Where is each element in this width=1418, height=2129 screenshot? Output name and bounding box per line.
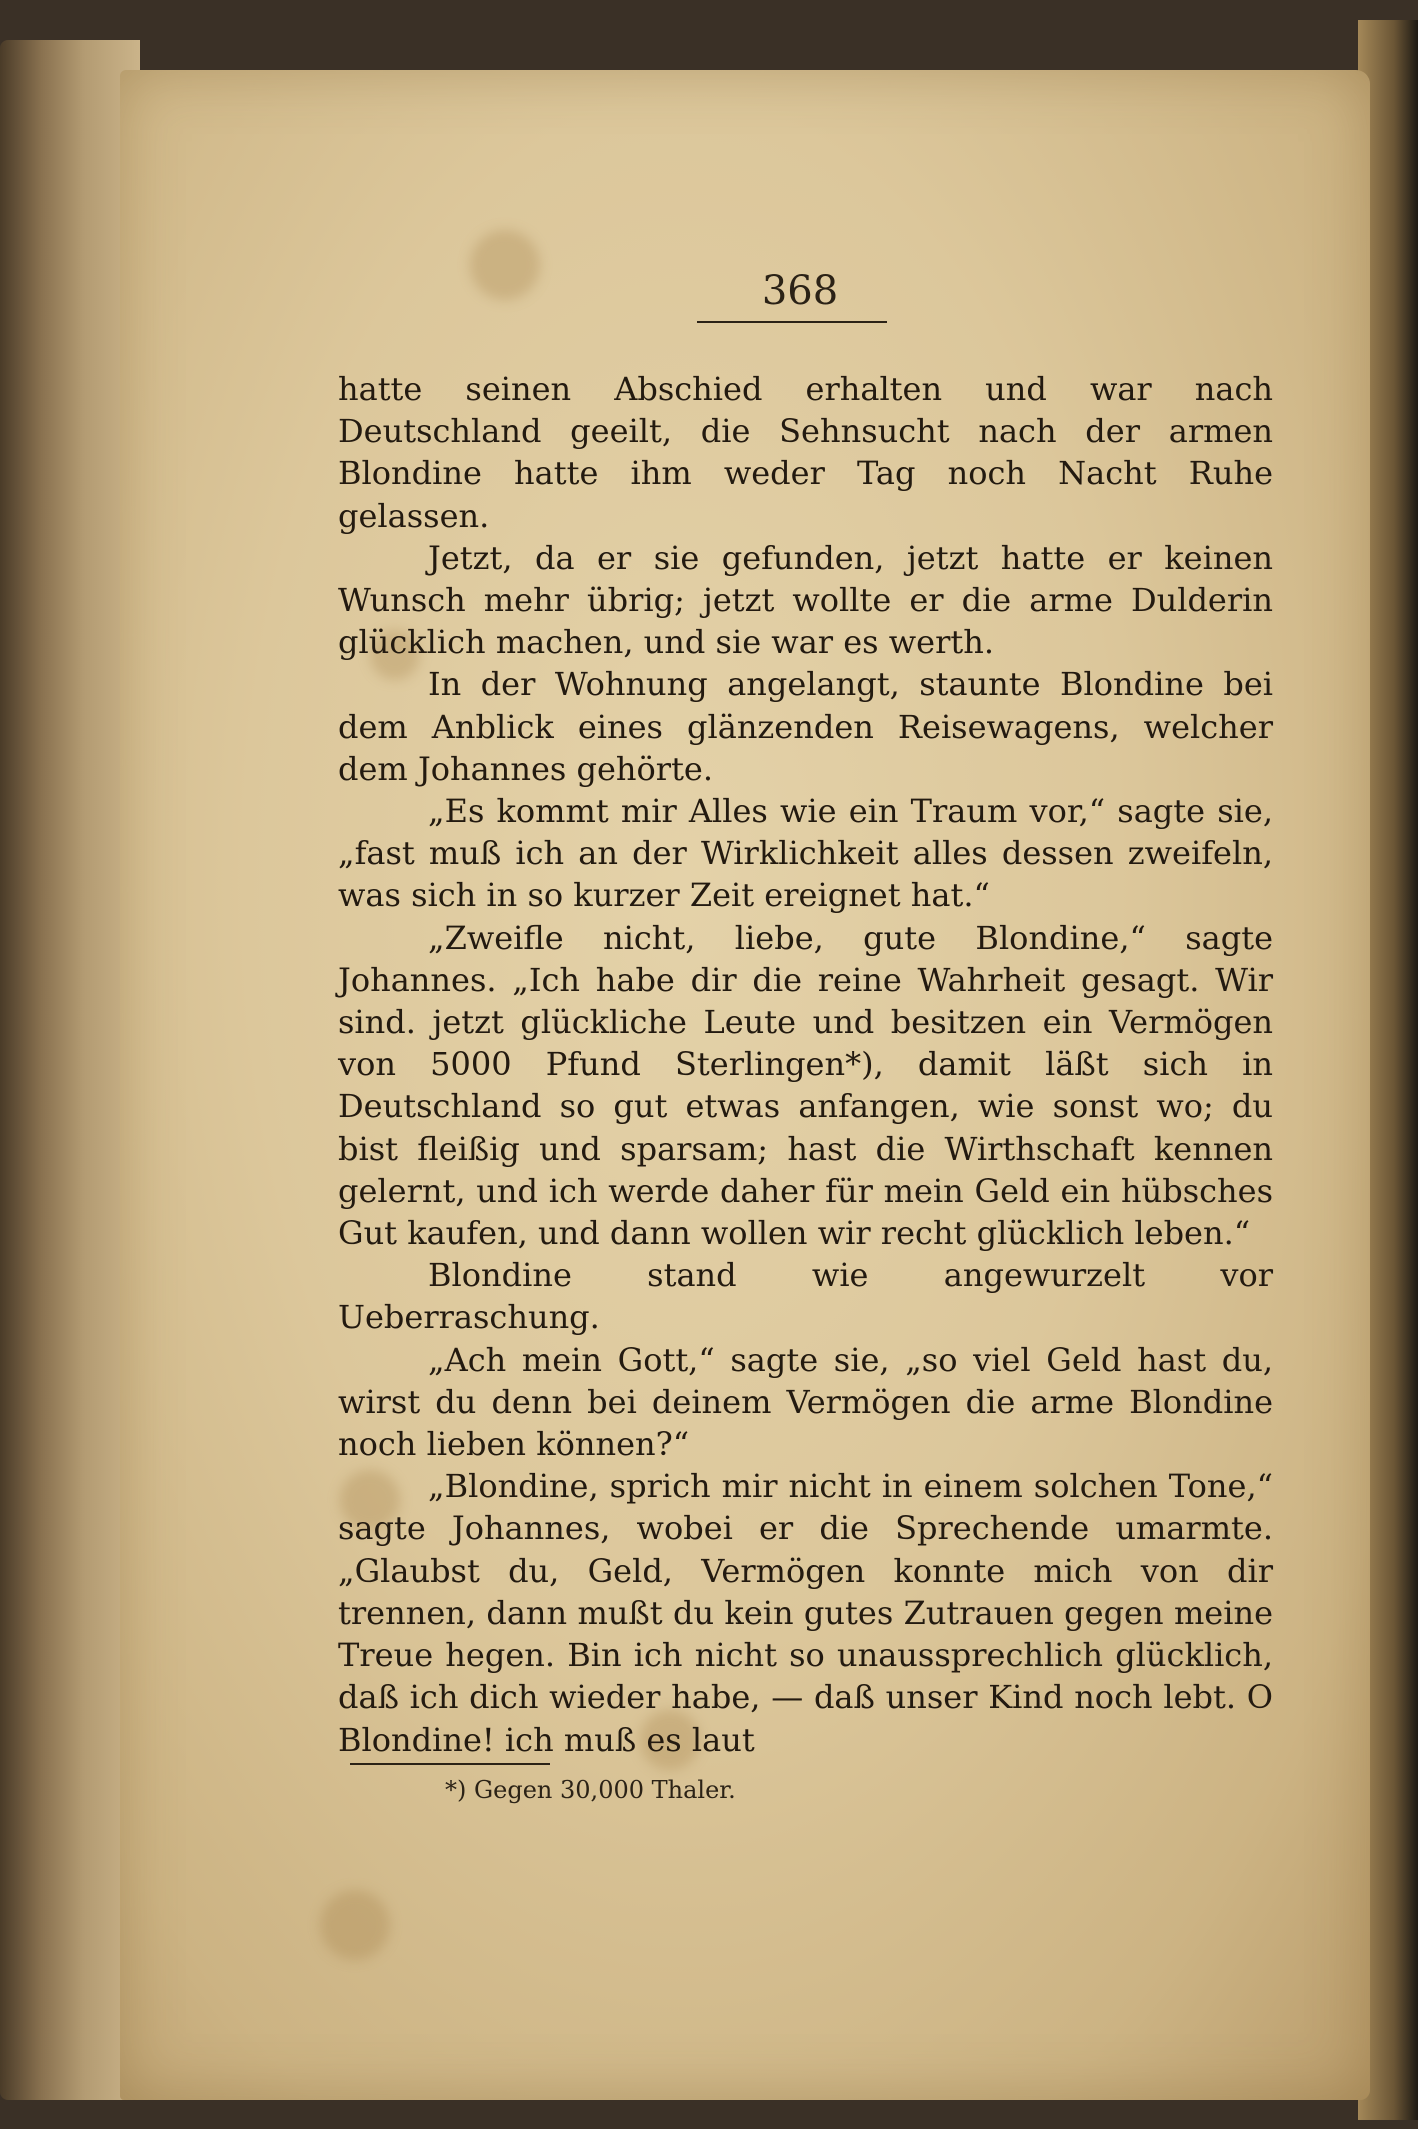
paragraph: „Zweifle nicht, liebe, gute Blondine,“ sagte Johannes. „Ich habe dir die reine Wahrheit gesagt. Wir sind. jetzt glückliche Leute und besitzen ein Vermögen von 5000 Pfund Sterlingen*), damit läßt sich in Deutschland so gut etwas anfangen, wie sonst wo; du bist fleißig und sparsam; hast die Wirthschaft kennen gelernt, und ich werde daher für mein Geld ein hübsches Gut kaufen, und dann wollen wir recht glücklich leben.“ xyxy=(338,918,1273,1253)
paragraph: hatte seinen Abschied erhalten und war nach Deutschland geeilt, die Sehnsucht nach der armen Blondine hatte ihm weder Tag noch Nacht Ruhe gelassen. xyxy=(338,370,1273,535)
body-text xyxy=(338,368,1273,1761)
book-page-edges-left xyxy=(0,40,140,2100)
paragraph: „Blondine, sprich mir nicht in einem solchen Tone,“ sagte Johannes, wobei er die Sprechende umarmte. „Glaubst du, Geld, Vermögen konnte mich von dir trennen, dann mußt du kein gutes Zutrauen gegen meine Treue hegen. Bin ich nicht so unaussprechlich glücklich, daß ich dich wieder habe, — daß unser Kind noch lebt. O Blondine! ich muß es laut xyxy=(338,1467,1273,1759)
paragraph: Blondine stand wie angewurzelt vor Ueberraschung. xyxy=(338,1256,1273,1337)
foxing-stain xyxy=(470,230,540,300)
paragraph: „Es kommt mir Alles wie ein Traum vor,“ sagte sie, „fast muß ich an der Wirklichkeit alles dessen zweifeln, was sich in so kurzer Zeit ereignet hat.“ xyxy=(338,792,1273,915)
header-rule xyxy=(697,321,887,323)
paragraph: Jetzt, da er sie gefunden, jetzt hatte er keinen Wunsch mehr übrig; jetzt wollte er die arme Dulderin glücklich machen, und sie war es werth. xyxy=(338,538,1273,662)
footnote: *) Gegen 30,000 Thaler. xyxy=(445,1776,736,1804)
page-number: 368 xyxy=(761,268,839,314)
paragraph: „Ach mein Gott,“ sagte sie, „so viel Geld hast du, wirst du denn bei deinem Vermögen die arme Blondine noch lieben können?“ xyxy=(338,1340,1273,1464)
footnote-rule xyxy=(350,1763,550,1765)
foxing-stain xyxy=(320,1890,390,1960)
paragraph: In der Wohnung angelangt, staunte Blondine bei dem Anblick eines glänzenden Reisewagens, welcher dem Johannes gehörte. xyxy=(338,665,1273,788)
